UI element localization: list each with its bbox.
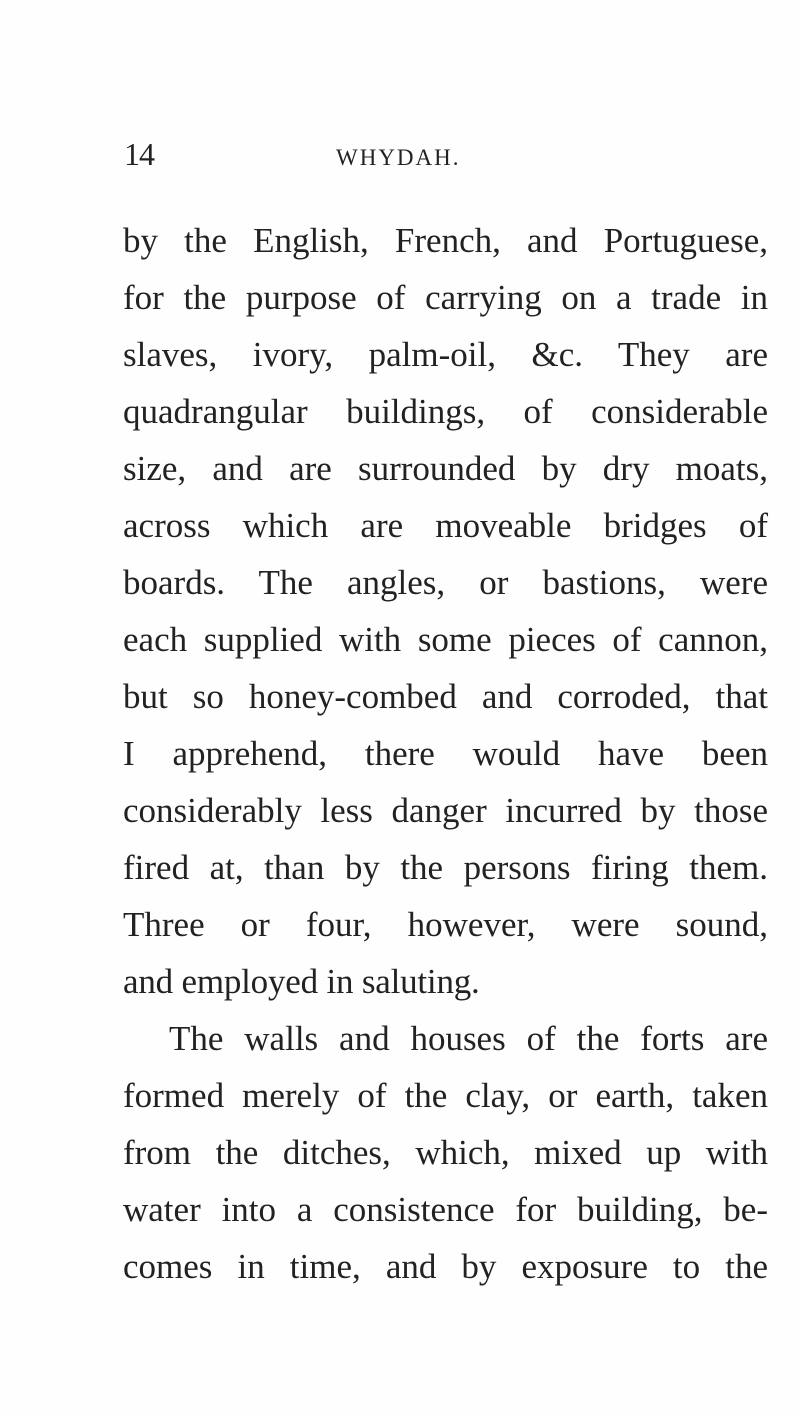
text-line: quadrangular buildings, of considerable <box>123 392 768 431</box>
text-line: comes in time, and by exposure to the <box>123 1247 768 1286</box>
text-line: from the ditches, which, mixed up with <box>123 1133 768 1172</box>
running-title: WHYDAH. <box>336 145 461 170</box>
text-line: water into a consistence for building, be- <box>123 1190 768 1229</box>
text-line: size, and are surrounded by dry moats, <box>123 449 768 488</box>
text-line: fired at, than by the persons firing them. <box>123 848 768 887</box>
text-line: formed merely of the clay, or earth, taken <box>123 1076 768 1115</box>
paragraph-end-line: and employed in saluting. <box>123 962 480 1001</box>
text-line: by the English, French, and Portuguese, <box>123 221 768 260</box>
text-line: each supplied with some pieces of cannon, <box>123 620 768 659</box>
text-line: I apprehend, there would have been <box>123 734 768 773</box>
text-line: considerably less danger incurred by those <box>123 791 768 830</box>
page-number: 14 <box>124 136 154 172</box>
paragraph-first-line: The walls and houses of the forts are <box>169 1019 768 1058</box>
text-line: slaves, ivory, palm-oil, &c. They are <box>123 335 768 374</box>
text-line: for the purpose of carrying on a trade in <box>123 278 768 317</box>
text-line: but so honey-combed and corroded, that <box>123 677 768 716</box>
text-line: across which are moveable bridges of <box>123 506 768 545</box>
text-line: Three or four, however, were sound, <box>123 905 768 944</box>
text-line: boards. The angles, or bastions, were <box>123 563 768 602</box>
body-text <box>123 212 768 1295</box>
